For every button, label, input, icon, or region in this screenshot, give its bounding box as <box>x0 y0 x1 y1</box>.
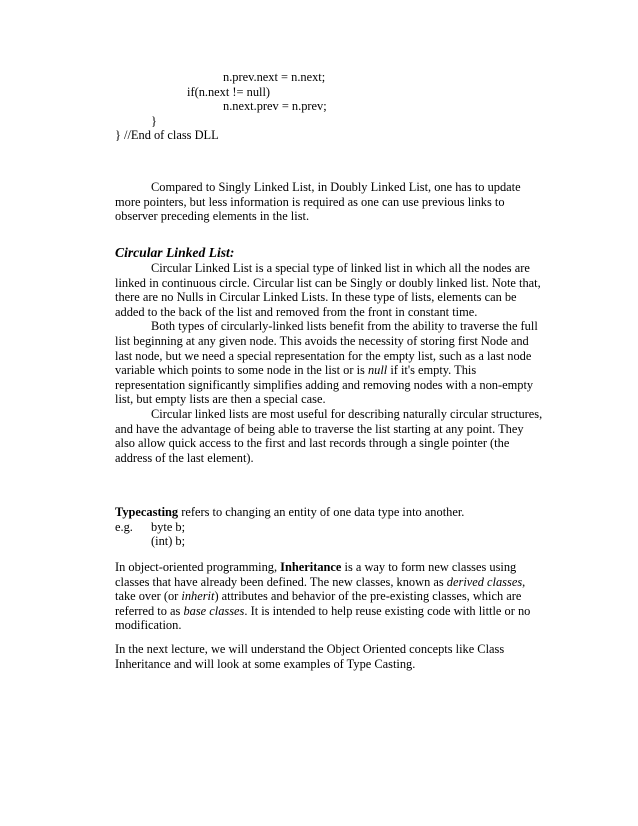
text-run: is a way to form new classes using <box>341 560 517 574</box>
paragraph-line: added to the back of the list and removed from the front in constant time. <box>115 304 478 319</box>
example-code: byte b; <box>151 519 186 534</box>
text-run: variable which points to some node in the list or is <box>115 363 368 378</box>
paragraph-line: there are no Nulls in Circular Linked Lists. In these type of lists, elements can be <box>115 290 517 305</box>
paragraph-line <box>115 603 531 619</box>
paragraph-line: also allow quick access to the first and last records through a single pointer (the <box>115 436 510 451</box>
paragraph-line <box>115 589 525 604</box>
closing-paragraph <box>115 642 525 671</box>
text-run: , <box>522 574 526 589</box>
heading-text: Circular Linked List <box>115 245 230 260</box>
text-run: ) attributes and behavior of the pre-existing classes, which are <box>214 589 522 604</box>
paragraph-line: Compared to Singly Linked List, in Doubly Linked List, one has to update <box>151 180 521 194</box>
paragraph-line <box>115 560 525 575</box>
term-inherit: inherit <box>181 589 215 604</box>
emphasis-null: null <box>367 363 388 378</box>
paragraph-line: address of the last element). <box>115 450 254 465</box>
paragraph-line: list beginning at any given node. This avoids the necessity of storing first Node and <box>115 333 529 348</box>
paragraph-line <box>115 575 525 590</box>
text-run: take over (or <box>115 589 182 604</box>
paragraph-line <box>115 363 525 378</box>
text-run: classes that have already been defined. The new classes, known as <box>115 574 447 589</box>
text-run: . It is intended to help reuse existing code with little or no <box>244 603 531 618</box>
term-base-classes: base classes <box>183 603 245 618</box>
term-inheritance: Inheritance <box>280 560 342 574</box>
paragraph-line: In the next lecture, we will understand the Object Oriented concepts like Class <box>115 642 505 656</box>
paragraph-line: list, but empty lists are then a special case. <box>115 392 326 407</box>
example-row <box>115 520 525 535</box>
code-line: n.prev.next = n.next; <box>223 70 326 84</box>
paragraph-line: last node, but we need a special representation for the empty list, such as a last node <box>115 348 532 363</box>
paragraph-line: Circular linked lists are most useful for describing naturally circular structures, <box>151 406 543 421</box>
paragraph-line: more pointers, but less information is required as one can use previous links to <box>115 194 505 209</box>
text-run: refers to changing an entity of one data type into another. <box>178 505 465 519</box>
comparison-paragraph <box>115 180 525 224</box>
circular-list-section <box>115 245 543 465</box>
example-label-spacer <box>115 534 151 549</box>
paragraph-line: modification. <box>115 618 182 633</box>
text-run: In object-oriented programming, <box>115 560 281 574</box>
section-heading <box>115 245 525 261</box>
paragraph-line: linked in continuous circle. Circular list can be Singly or doubly linked list. Note that, <box>115 275 541 290</box>
heading-colon: : <box>229 245 235 260</box>
inheritance-paragraph <box>115 560 531 633</box>
paragraph-line: Inheritance and will look at some examples of Type Casting. <box>115 656 416 671</box>
code-snippet <box>115 70 525 143</box>
text-run: referred to as <box>115 603 184 618</box>
example-label: e.g. <box>115 519 133 534</box>
paragraph-line: representation significantly simplifies adding and removing nodes with a non-empty <box>115 377 534 392</box>
code-line: } <box>151 113 157 128</box>
paragraph-line: observer preceding elements in the list. <box>115 209 310 224</box>
example-code: (int) b; <box>151 534 186 549</box>
paragraph-line <box>115 505 525 520</box>
typecasting-section <box>115 505 525 549</box>
term-typecasting: Typecasting <box>115 505 179 519</box>
text-run: if it's empty. This <box>387 363 477 378</box>
code-line: n.next.prev = n.prev; <box>223 99 327 114</box>
code-line: if(n.next != null) <box>187 84 271 99</box>
example-row <box>115 534 525 549</box>
paragraph-line: and have the advantage of being able to traverse the list starting at any point. They <box>115 421 524 436</box>
code-line: } //End of class DLL <box>115 128 219 143</box>
paragraph-line: Both types of circularly-linked lists benefit from the ability to traverse the full <box>151 319 538 334</box>
term-derived-classes: derived classes <box>446 574 523 589</box>
paragraph-line: Circular Linked List is a special type of linked list in which all the nodes are <box>151 261 530 275</box>
